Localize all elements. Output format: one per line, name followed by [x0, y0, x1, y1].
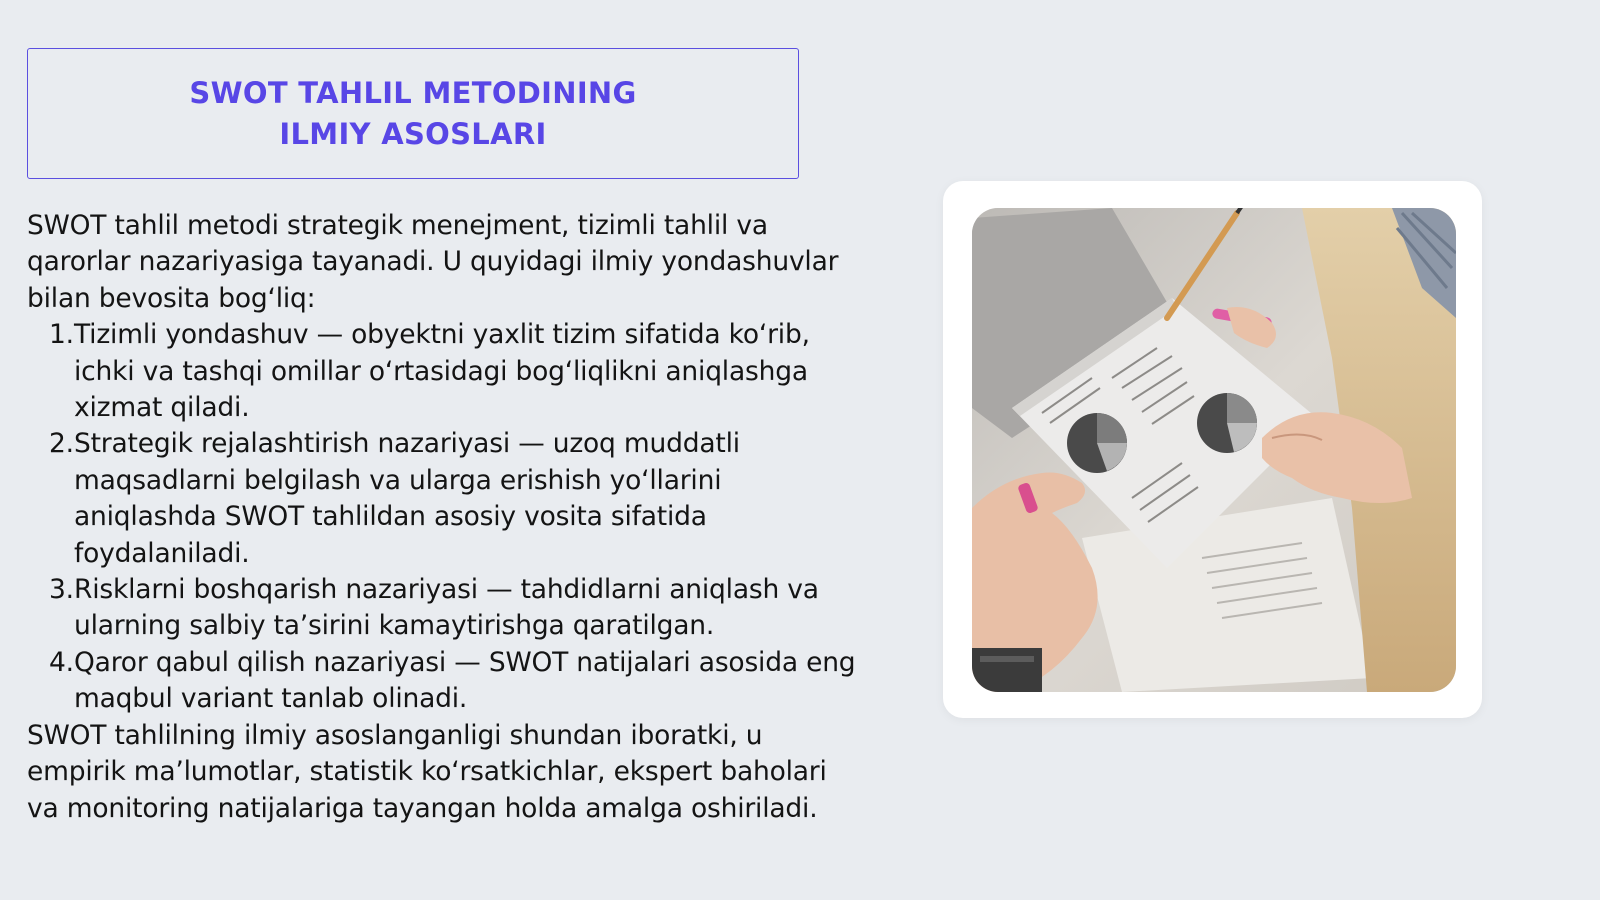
conclusion-line: empirik ma’lumotlar, statistik ko‘rsatkichlar, ekspert baholari — [27, 756, 827, 788]
list-item-line: Tizimli yondashuv — obyektni yaxlit tizim sifatida ko‘rib, — [74, 319, 810, 351]
list-item-line: Qaror qabul qilish nazariyasi — SWOT natijalari asosida eng — [74, 646, 856, 678]
list-item — [27, 572, 932, 645]
conclusion-line: SWOT tahlilning ilmiy asoslanganligi shundan iboratki, u — [27, 719, 763, 751]
list-item — [27, 317, 932, 426]
list-item-line: Strategik rejalashtirish nazariyasi — uzoq muddatli — [74, 428, 740, 460]
body-text — [27, 208, 932, 827]
conclusion-paragraph — [27, 718, 932, 827]
list-item-line: xizmat qiladi. — [74, 392, 250, 424]
list-item-number: 1. — [49, 319, 74, 351]
list-item-line: aniqlashda SWOT tahlildan asosiy vosita sifatida — [74, 501, 707, 533]
list-item-line: ularning salbiy ta’sirini kamaytirishga qaratilgan. — [74, 610, 715, 642]
list-item-line: maqbul variant tanlab olinadi. — [74, 683, 468, 715]
approaches-list — [27, 317, 932, 717]
title-box — [27, 48, 799, 179]
list-item-number: 3. — [49, 574, 74, 606]
list-item — [27, 645, 932, 718]
report-photo — [972, 208, 1456, 692]
report-photo-illustration — [972, 208, 1456, 692]
conclusion-line: va monitoring natijalariga tayangan holda amalga oshiriladi. — [27, 792, 818, 824]
title-line-2: ILMIY ASOSLARI — [279, 116, 547, 151]
list-item-line: foydalaniladi. — [74, 537, 250, 569]
intro-line: SWOT tahlil metodi strategik menejment, tizimli tahlil va — [27, 210, 768, 241]
list-item-number: 2. — [49, 428, 74, 460]
list-item-line: Risklarni boshqarish nazariyasi — tahdidlarni aniqlash va — [74, 574, 819, 606]
list-item-line: maqsadlarni belgilash va ularga erishish yo‘llarini — [74, 464, 722, 496]
title-line-1: SWOT TAHLIL METODINING — [189, 75, 637, 110]
photo-card — [943, 181, 1482, 718]
intro-line: bilan bevosita bog‘liq: — [27, 282, 316, 314]
list-item — [27, 426, 932, 572]
list-item-line: ichki va tashqi omillar o‘rtasidagi bog‘liqlikni aniqlashga — [74, 355, 808, 387]
intro-line: qarorlar nazariyasiga tayanadi. U quyidagi ilmiy yondashuvlar — [27, 246, 839, 278]
list-item-number: 4. — [49, 646, 74, 678]
intro-paragraph — [27, 208, 932, 317]
